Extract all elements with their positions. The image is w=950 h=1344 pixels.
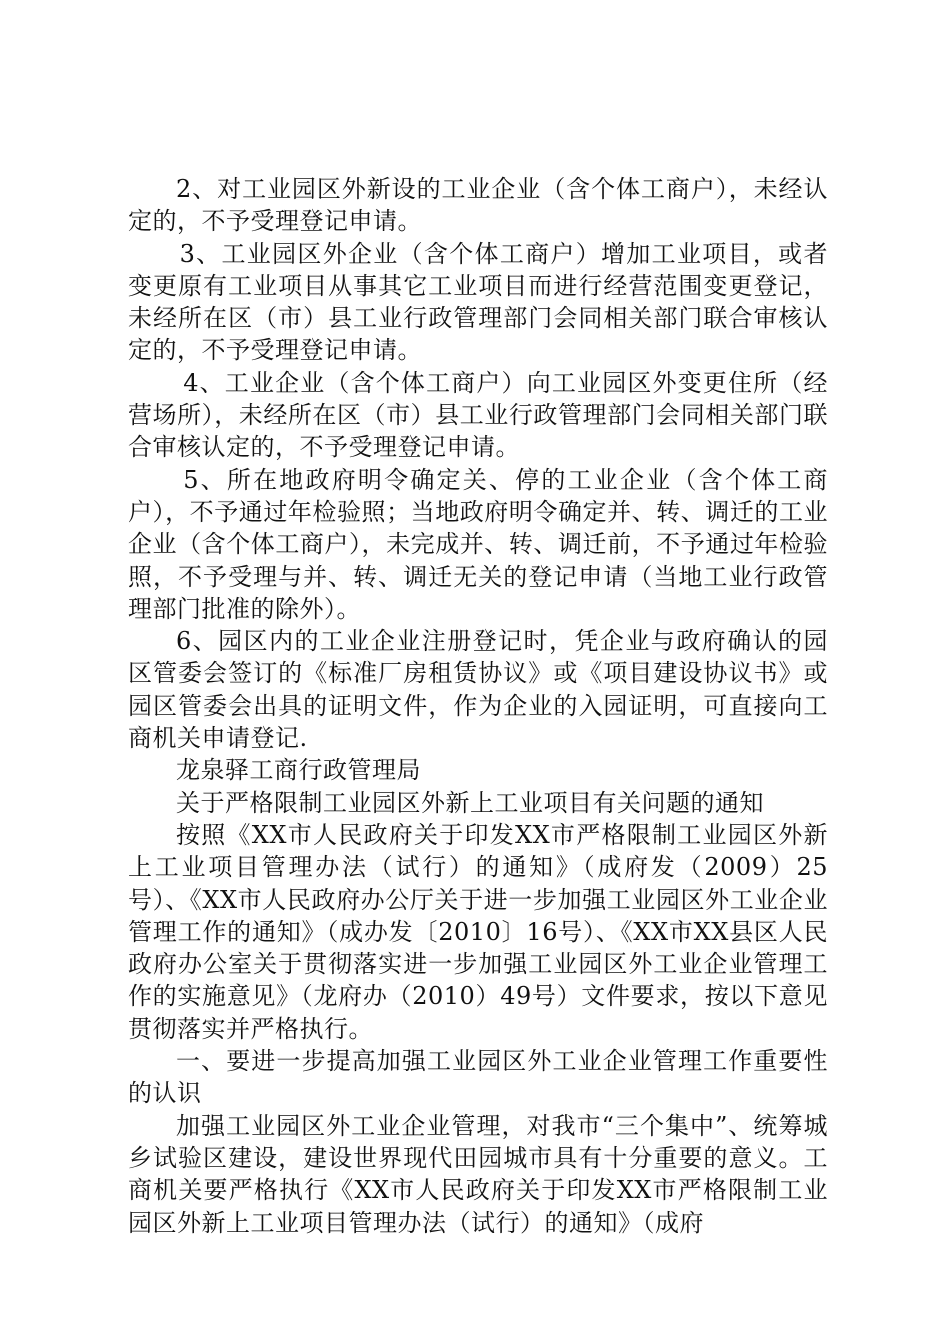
paragraph-item-6: 6、园区内的工业企业注册登记时，凭企业与政府确认的园区管委会签订的《标准厂房租赁协议》或《项目建设协议书》或园区管委会出具的证明文件，作为企业的入园证明，可直接向工商机关申请登记. [128,627,828,753]
paragraph-item-3: 3、工业园区外企业（含个体工商户）增加工业项目，或者变更原有工业项目从事其它工业项目而进行经营范围变更登记，未经所在区（市）县工业行政管理部门会同相关部门联合审核认定的，不予受理登记申请。 [128,239,828,365]
document-body [128,173,828,1239]
section-one-body: 加强工业园区外工业企业管理，对我市“三个集中”、统筹城乡试验区建设，建设世界现代田园城市具有十分重要的意义。工商机关要严格执行《XX市人民政府关于印发XX市严格限制工业园区外新上工业项目管理办法（试行）的通知》（成府 [128,1111,828,1237]
notice-title: 关于严格限制工业园区外新上工业项目有关问题的通知 [176,788,764,817]
paragraph-item-2: 2、对工业园区外新设的工业企业（含个体工商户），未经认定的，不予受理登记申请。 [128,175,828,236]
paragraph-item-4: 4、工业企业（含个体工商户）向工业园区外变更住所（经营场所），未经所在区（市）县工业行政管理部门会同相关部门联合审核认定的，不予受理登记申请。 [128,368,828,462]
notice-intro-paragraph: 按照《XX市人民政府关于印发XX市严格限制工业园区外新上工业项目管理办法（试行）的通知》（成府发（2009）25号）、《XX市人民政府办公厅关于进一步加强工业园区外工业企业管理工作的通知》（成办发〔2010〕16号）、《XX市XX县区人民政府办公室关于贯彻落实进一步加强工业园区外工业企业管理工作的实施意见》（龙府办（2010）49号）文件要求，按以下意见贯彻落实并严格执行。 [128,820,828,1043]
section-heading-one: 一、要进一步提高加强工业园区外工业企业管理工作重要性的认识 [128,1047,828,1108]
issuer-signature: 龙泉驿工商行政管理局 [176,756,421,785]
paragraph-item-5: 5、所在地政府明令确定关、停的工业企业（含个体工商户），不予通过年检验照；当地政府明令确定并、转、调迁的工业企业（含个体工商户），未完成并、转、调迁前，不予通过年检验照，不予受理与并、转、调迁无关的登记申请（当地工业行政管理部门批准的除外）。 [128,465,828,623]
